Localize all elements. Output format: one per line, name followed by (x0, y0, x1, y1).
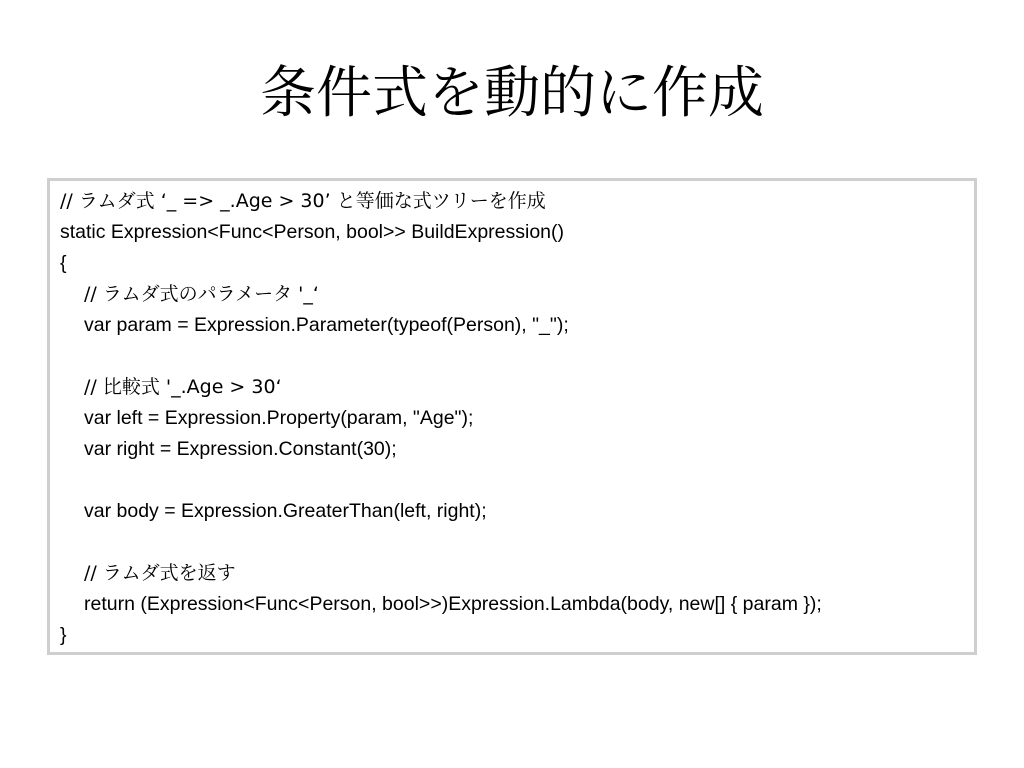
code-statement-line: var param = Expression.Parameter(typeof(Person), "_"); (84, 314, 569, 336)
code-comment-line: // ラムダ式を返す (84, 562, 236, 584)
code-blank-line (60, 527, 974, 558)
code-box (47, 178, 977, 655)
code-open-brace: { (60, 252, 67, 274)
code-return-line: return (Expression<Func<Person, bool>>)Expression.Lambda(body, new[] { param }); (84, 593, 822, 615)
code-comment-line: // ラムダ式のパラメータ '_‘ (84, 283, 319, 305)
code-blank-line (60, 341, 974, 372)
code-statement-line: var left = Expression.Property(param, "Age"); (84, 407, 474, 429)
code-method-signature: static Expression<Func<Person, bool>> BuildExpression() (60, 221, 565, 243)
slide-title: 条件式を動的に作成 (260, 61, 764, 126)
code-close-brace: } (60, 624, 67, 646)
code-comment-line: // 比較式 '_.Age > 30‘ (84, 376, 282, 398)
code-comment-line: // ラムダ式 ‘_ => _.Age > 30’ と等価な式ツリーを作成 (60, 190, 546, 212)
code-statement-line: var body = Expression.GreaterThan(left, right); (84, 500, 487, 522)
code-statement-line: var right = Expression.Constant(30); (84, 438, 397, 460)
code-blank-line (60, 465, 974, 496)
